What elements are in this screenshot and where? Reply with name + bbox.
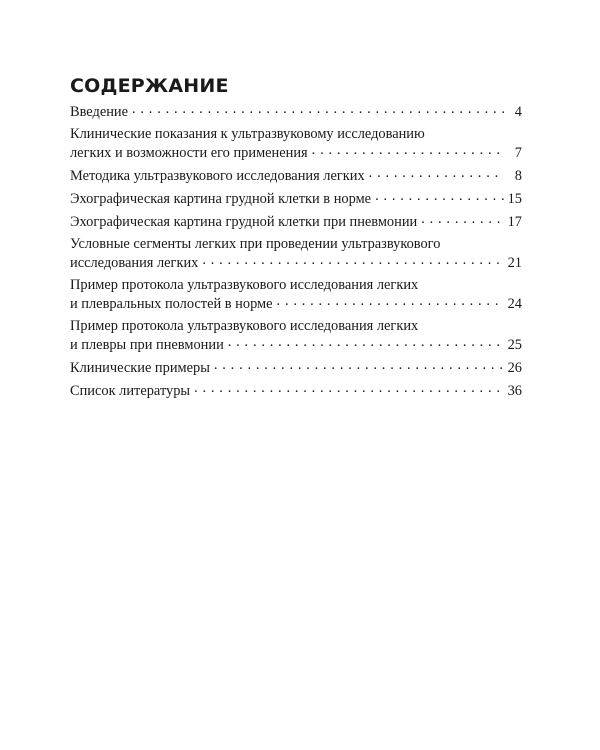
- toc-page-number: 24: [507, 296, 522, 312]
- toc-entry-title: Методика ультразвукового исследования легких: [70, 168, 365, 184]
- toc-entry[interactable]: [70, 166, 522, 185]
- toc-entry-title: Пример протокола ультразвукового исследования легких: [70, 318, 419, 334]
- toc-page-number: 21: [507, 255, 522, 271]
- toc-entry-title: Условные сегменты легких при проведении ультразвукового: [70, 236, 441, 252]
- toc-page-number: 15: [507, 191, 522, 207]
- toc-page-number: 25: [507, 337, 522, 353]
- toc-entry-title: Эхографическая картина грудной клетки в норме: [70, 191, 372, 207]
- toc-entry-title: Клинические показания к ультразвуковому исследованию: [70, 126, 425, 142]
- toc-entry-title-cont: исследования легких: [70, 255, 199, 271]
- dot-leader: [421, 212, 503, 226]
- toc-page-number: 36: [507, 383, 522, 399]
- toc-page-number: 7: [514, 145, 522, 161]
- dot-leader: [228, 335, 504, 349]
- toc-entry-title: Пример протокола ультразвукового исследования легких: [70, 277, 419, 293]
- toc-page-number: 26: [507, 360, 522, 376]
- toc-entry-title: Клинические примеры: [70, 360, 210, 376]
- dot-leader: [375, 189, 504, 203]
- toc-entry[interactable]: [70, 125, 522, 162]
- toc-page-number: 8: [514, 168, 522, 184]
- toc-page-number: 17: [507, 214, 522, 230]
- toc-page-number: 4: [514, 104, 522, 120]
- toc-entry[interactable]: [70, 358, 522, 377]
- table-of-contents: [70, 102, 522, 404]
- toc-entry[interactable]: [70, 212, 522, 231]
- dot-leader: [214, 358, 504, 372]
- toc-entry-title-cont: и плевральных полостей в норме: [70, 296, 273, 312]
- dot-leader: [202, 253, 503, 267]
- toc-entry-title-cont: легких и возможности его применения: [70, 145, 308, 161]
- dot-leader: [194, 381, 504, 395]
- toc-entry-title: Список литературы: [70, 383, 191, 399]
- toc-entry[interactable]: [70, 381, 522, 400]
- toc-entry-title: Введение: [70, 104, 129, 120]
- toc-entry[interactable]: [70, 235, 522, 272]
- dot-leader: [132, 102, 504, 116]
- dot-leader: [369, 166, 504, 180]
- toc-entry-title: Эхографическая картина грудной клетки при пневмонии: [70, 214, 418, 230]
- toc-entry[interactable]: [70, 189, 522, 208]
- toc-title: СОДЕРЖАНИЕ: [70, 75, 229, 97]
- toc-entry[interactable]: [70, 102, 522, 121]
- dot-leader: [312, 143, 504, 157]
- toc-entry[interactable]: [70, 276, 522, 313]
- toc-entry-title-cont: и плевры при пневмонии: [70, 337, 224, 353]
- dot-leader: [277, 294, 504, 308]
- toc-entry[interactable]: [70, 317, 522, 354]
